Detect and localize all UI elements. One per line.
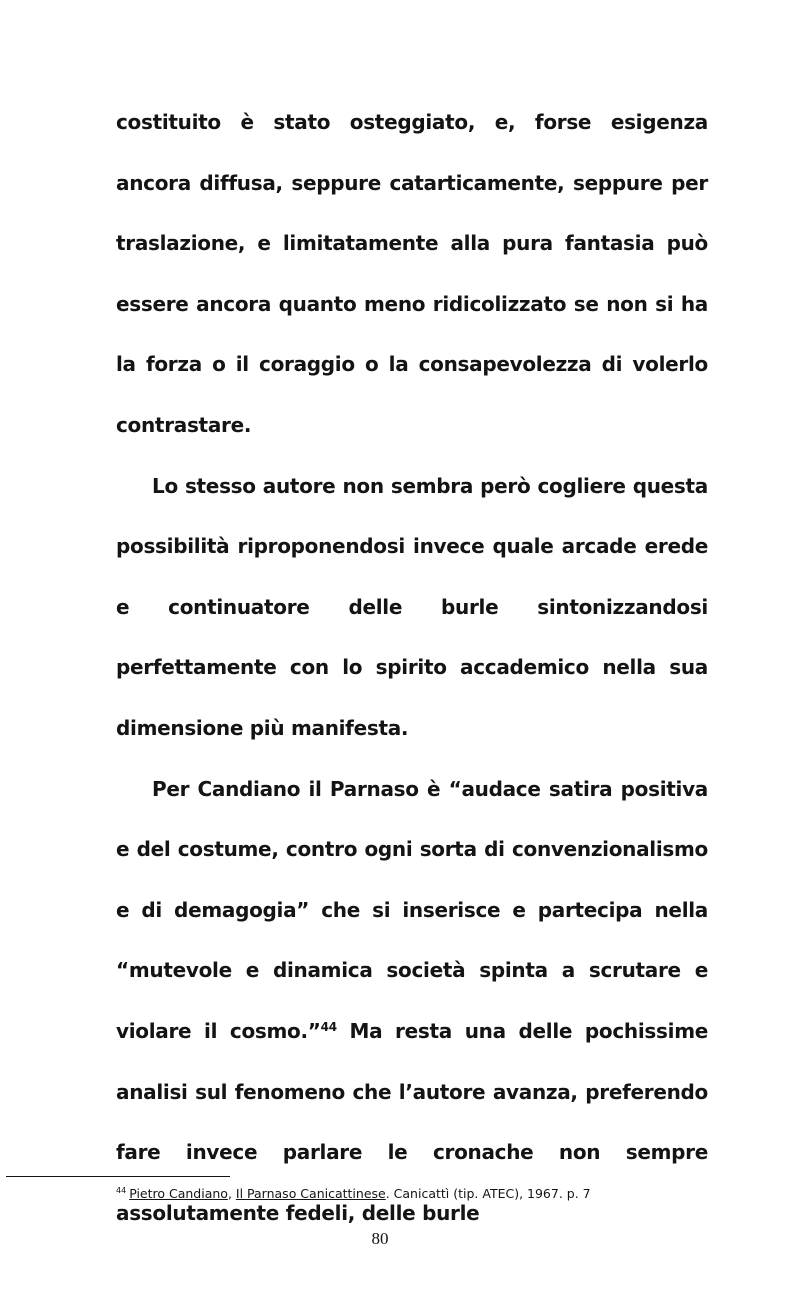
page-number: 80 bbox=[371, 1229, 389, 1248]
paragraph-3-text-after-note: Ma resta una delle pochissime analisi sul fenomeno che l’autore avanza, preferendo fare invece parlare le cronache non sempre assolutamente fedeli, delle burle bbox=[116, 1018, 708, 1225]
footnote-author: Pietro Candiano bbox=[129, 1186, 228, 1201]
footnote-number: 44 bbox=[116, 1186, 127, 1195]
paragraph-3-text-before-note: Per Candiano il Parnaso è “audace satira positiva e del costume, contro ogni sorta di convenzionalismo e di demagogia” che si inserisce e partecipa nella “mutevole e dinamica società spinta a scrutare e violare il cosmo.” bbox=[116, 776, 708, 1043]
footnote-citation-rest: . Canicattì (tip. ATEC), 1967. p. 7 bbox=[385, 1186, 591, 1201]
footnote-title: Il Parnaso Canicattinese bbox=[235, 1186, 386, 1201]
paragraph-2: Lo stesso autore non sembra però cogliere questa possibilità riproponendosi invece quale arcade erede e continuatore delle burle sintonizzandosi perfettamente con lo spirito accademico nella sua dimensione più manifesta. bbox=[116, 473, 708, 740]
footnote-separator-text: , bbox=[227, 1186, 236, 1201]
body-text bbox=[116, 92, 708, 1243]
footnote-separator bbox=[6, 1176, 230, 1177]
footnote bbox=[116, 1185, 716, 1203]
paragraph-3 bbox=[116, 759, 708, 1244]
paragraph-1: costituito è stato osteggiato, e, forse esigenza ancora diffusa, seppure catarticamente, seppure per traslazione, e limitatamente alla pura fantasia può essere ancora quanto meno ridicolizzato se non si ha la forza o il coraggio o la consapevolezza di volerlo contrastare. bbox=[116, 110, 708, 437]
footnote-reference[interactable]: 44 bbox=[320, 1019, 337, 1034]
